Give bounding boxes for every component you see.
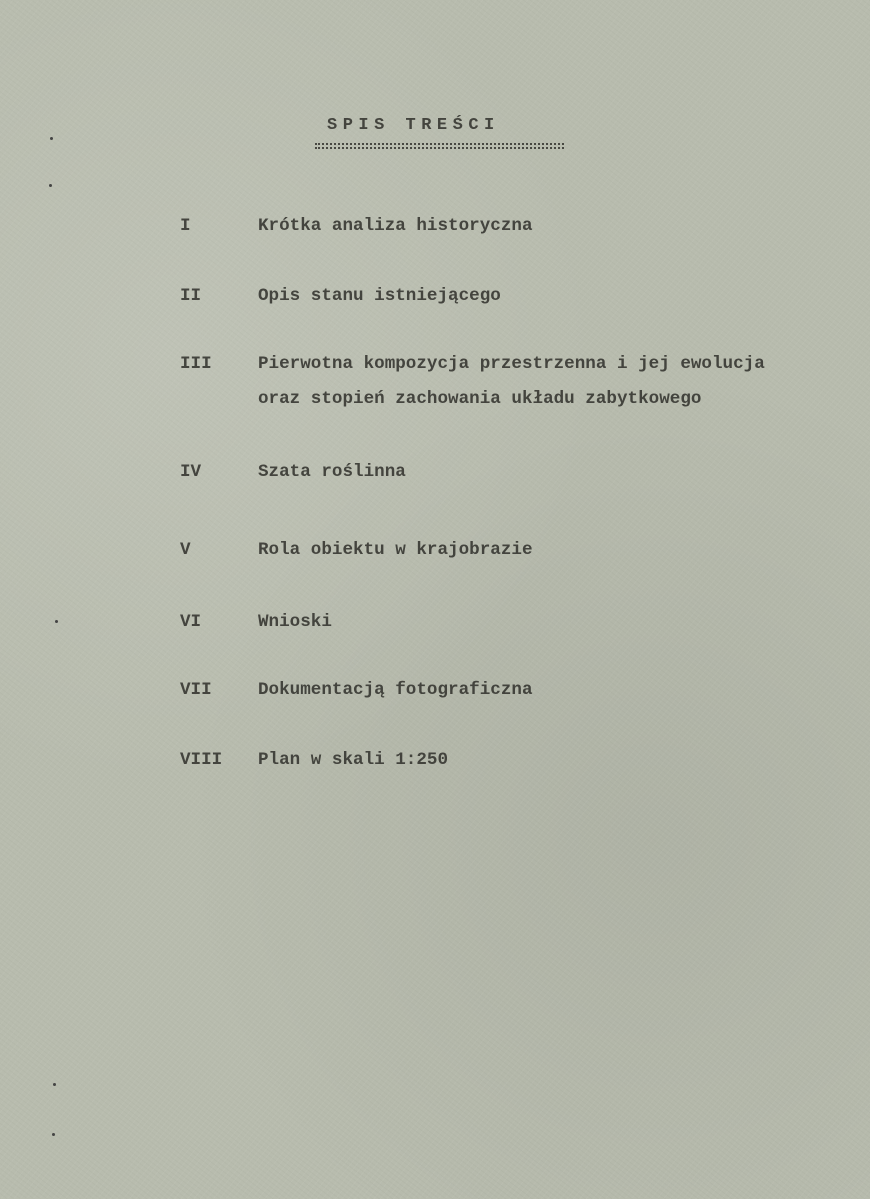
toc-entry-text: Dokumentacją fotograficzna	[258, 680, 533, 700]
toc-numeral: I	[180, 216, 191, 236]
toc-numeral: VIII	[180, 750, 223, 770]
toc-numeral: VI	[180, 612, 202, 632]
toc-numeral: V	[180, 540, 191, 560]
page-title: SPIS TREŚCI	[327, 116, 500, 135]
paper-speck	[52, 1133, 55, 1136]
toc-entry-text-continued: oraz stopień zachowania układu zabytkowego	[258, 389, 702, 409]
toc-entry-text: Pierwotna kompozycja przestrzenna i jej ewolucja	[258, 354, 765, 374]
paper-speck	[53, 1083, 56, 1086]
title-underline	[315, 143, 564, 149]
toc-entry-text: Rola obiektu w krajobrazie	[258, 540, 533, 560]
toc-numeral: VII	[180, 680, 212, 700]
paper-speck	[49, 184, 52, 187]
toc-entry-text: Plan w skali 1:250	[258, 750, 449, 770]
toc-numeral: II	[180, 286, 202, 306]
toc-entry-text: Opis stanu istniejącego	[258, 286, 501, 306]
toc-entry-text: Wnioski	[258, 612, 332, 632]
toc-entry-text: Szata roślinna	[258, 462, 406, 482]
toc-numeral: III	[180, 354, 212, 374]
toc-entry-text: Krótka analiza historyczna	[258, 216, 533, 236]
paper-speck	[50, 137, 53, 140]
paper-speck	[55, 620, 58, 623]
toc-numeral: IV	[180, 462, 202, 482]
